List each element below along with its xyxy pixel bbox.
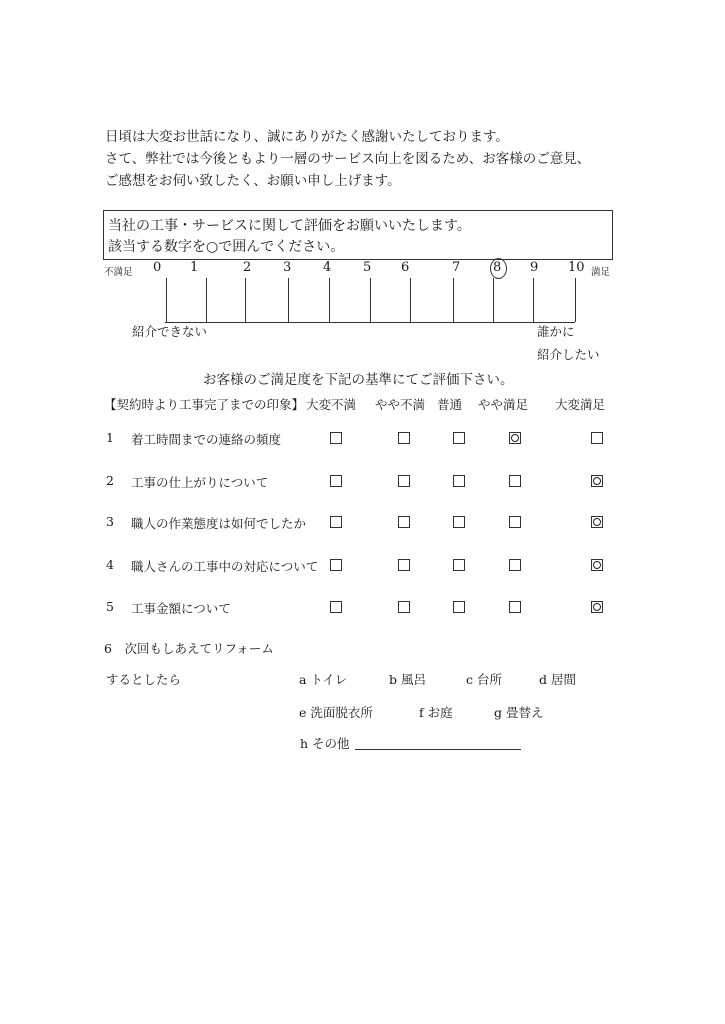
option-d-living[interactable]: d 居間 — [539, 672, 576, 687]
scale-tick — [329, 278, 330, 322]
rating-instruction-line-2: 該当する数字を○で囲んでください。 — [108, 239, 345, 255]
rating-checkbox[interactable] — [453, 516, 465, 528]
row-number: 5 — [106, 599, 114, 614]
rating-checkbox[interactable] — [453, 432, 465, 444]
scale-number-0[interactable]: 0 — [153, 260, 162, 275]
rating-checkbox[interactable] — [453, 559, 465, 571]
scale-tick — [453, 278, 454, 322]
q6-line-1: 6 次回もしあえてリフォーム — [104, 641, 274, 656]
checked-circle-mark — [593, 561, 601, 569]
intro-line-3: ご感想をお伺い致したく、お願い申し上げます。 — [105, 173, 401, 189]
rating-checkbox[interactable] — [591, 601, 603, 613]
rating-checkbox[interactable] — [509, 601, 521, 613]
row-label: 着工時間までの連絡の頻度 — [131, 432, 282, 447]
table-title: お客様のご満足度を下記の基準にてご評価下さい。 — [203, 372, 514, 388]
rating-checkbox[interactable] — [509, 559, 521, 571]
table-header-left: 【契約時より工事完了までの印象】 — [104, 397, 305, 412]
checked-circle-mark — [593, 603, 601, 611]
scale-tick — [575, 278, 576, 322]
q6-line-2: するとしたら — [106, 672, 182, 687]
rating-checkbox[interactable] — [330, 432, 342, 444]
rating-checkbox[interactable] — [398, 432, 410, 444]
checked-circle-mark — [593, 477, 601, 485]
intro-line-2: さて、弊社では今後ともより一層のサービス向上を図るため、お客様のご意見、 — [105, 151, 591, 167]
scale-bottom-right-label-2: 紹介したい — [537, 347, 600, 362]
scale-number-6[interactable]: 6 — [401, 260, 410, 275]
scale-tick — [206, 278, 207, 322]
scale-tick — [493, 278, 494, 322]
scale-tick — [245, 278, 246, 322]
rating-checkbox[interactable] — [330, 559, 342, 571]
other-answer-line[interactable] — [355, 749, 521, 750]
column-header: 大変満足 — [555, 397, 606, 412]
scale-left-label: 不満足 — [104, 267, 133, 278]
option-b-bath[interactable]: b 風呂 — [389, 672, 426, 687]
scale-tick — [288, 278, 289, 322]
rating-checkbox[interactable] — [591, 475, 603, 487]
rating-checkbox[interactable] — [398, 516, 410, 528]
scale-number-8[interactable]: 8 — [493, 260, 502, 275]
selected-score-circle — [490, 258, 507, 279]
row-label: 職人の作業態度は如何でしたか — [131, 516, 307, 531]
scale-number-4[interactable]: 4 — [323, 260, 332, 275]
scale-bottom-right-label-1: 誰かに — [537, 324, 575, 339]
scale-right-label: 満足 — [591, 267, 611, 278]
row-number: 4 — [106, 557, 114, 572]
rating-checkbox[interactable] — [509, 432, 521, 444]
option-e-washroom[interactable]: e 洗面脱衣所 — [299, 705, 373, 720]
row-label: 工事の仕上がりについて — [131, 475, 269, 490]
scale-tick — [370, 278, 371, 322]
scale-number-3[interactable]: 3 — [283, 260, 292, 275]
column-header: 普通 — [437, 397, 463, 412]
rating-checkbox[interactable] — [330, 475, 342, 487]
rating-checkbox[interactable] — [509, 516, 521, 528]
rating-checkbox[interactable] — [591, 559, 603, 571]
rating-instruction-box — [103, 210, 613, 260]
rating-checkbox[interactable] — [330, 601, 342, 613]
option-g-tatami[interactable]: g 畳替え — [494, 705, 544, 720]
column-header: やや満足 — [478, 397, 529, 412]
rating-checkbox[interactable] — [398, 475, 410, 487]
row-label: 工事金額について — [131, 601, 231, 616]
rating-checkbox[interactable] — [398, 559, 410, 571]
column-header: やや不満 — [375, 397, 426, 412]
checked-circle-mark — [511, 434, 519, 442]
option-f-garden[interactable]: f お庭 — [419, 705, 453, 720]
rating-checkbox[interactable] — [453, 601, 465, 613]
row-number: 2 — [106, 473, 114, 488]
checked-circle-mark — [593, 518, 601, 526]
scale-number-7[interactable]: 7 — [452, 260, 461, 275]
scale-tick — [533, 278, 534, 322]
scale-number-2[interactable]: 2 — [243, 260, 252, 275]
rating-checkbox[interactable] — [591, 516, 603, 528]
intro-line-1: 日頃は大変お世話になり、誠にありがたく感謝いたしております。 — [105, 129, 509, 145]
option-h-other[interactable]: h その他 — [300, 736, 350, 751]
scale-bottom-left-label: 紹介できない — [132, 324, 208, 339]
scale-tick — [410, 278, 411, 322]
option-c-kitchen[interactable]: c 台所 — [466, 672, 502, 687]
rating-checkbox[interactable] — [509, 475, 521, 487]
scale-number-10[interactable]: 10 — [568, 260, 585, 275]
scale-tick — [166, 278, 167, 322]
rating-checkbox[interactable] — [398, 601, 410, 613]
scale-number-5[interactable]: 5 — [363, 260, 372, 275]
row-number: 3 — [106, 514, 114, 529]
scale-number-9[interactable]: 9 — [530, 260, 539, 275]
rating-checkbox[interactable] — [591, 432, 603, 444]
scale-number-1[interactable]: 1 — [190, 260, 199, 275]
option-a-toilet[interactable]: a トイレ — [299, 672, 348, 687]
rating-checkbox[interactable] — [330, 516, 342, 528]
row-number: 1 — [106, 430, 114, 445]
rating-checkbox[interactable] — [453, 475, 465, 487]
scale-axis — [165, 322, 575, 323]
rating-instruction-line-1: 当社の工事・サービスに関して評価をお願いいたします。 — [108, 218, 471, 234]
row-label: 職人さんの工事中の対応について — [131, 559, 319, 574]
column-header: 大変不満 — [306, 397, 357, 412]
